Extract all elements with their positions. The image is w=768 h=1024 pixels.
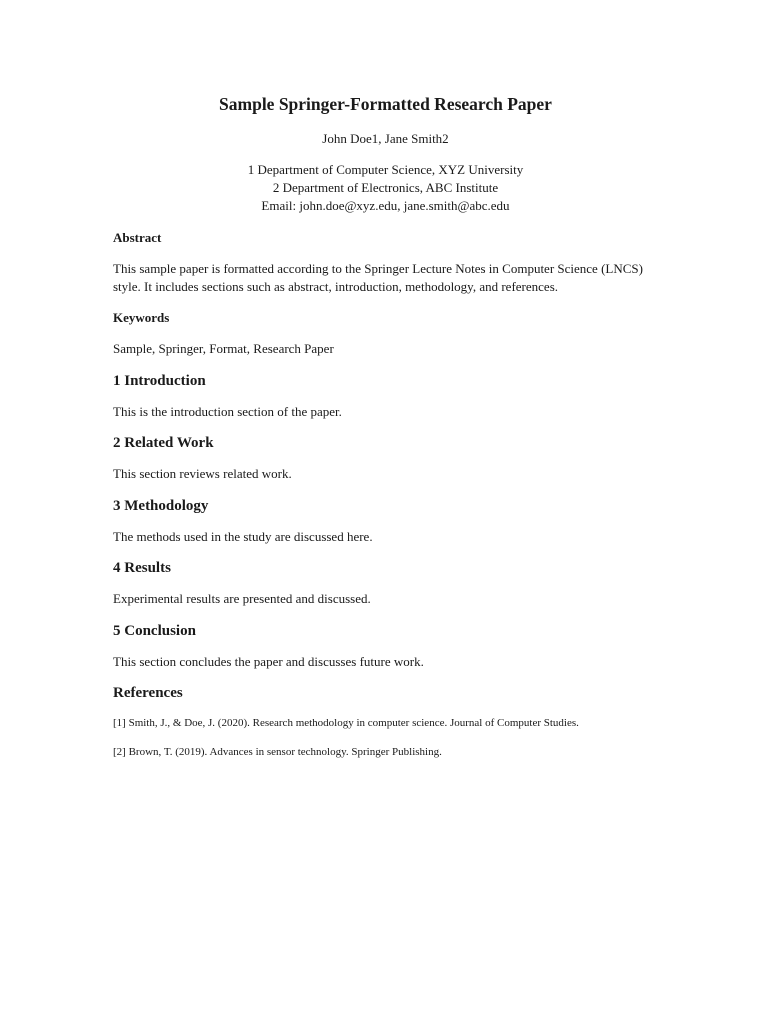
section-heading-conclusion: 5 Conclusion	[113, 622, 196, 639]
section-body-related-work: This section reviews related work.	[113, 466, 292, 481]
reference-item: [2] Brown, T. (2019). Advances in sensor technology. Springer Publishing.	[113, 746, 442, 758]
section-heading-introduction: 1 Introduction	[113, 372, 206, 389]
paper-title: Sample Springer-Formatted Research Paper	[219, 94, 552, 114]
affiliation-2: 2 Department of Electronics, ABC Institute	[272, 180, 499, 195]
section-body-results: Experimental results are presented and discussed.	[113, 591, 371, 606]
section-body-conclusion: This section concludes the paper and discusses future work.	[113, 653, 424, 669]
keywords-text: Sample, Springer, Format, Research Paper	[113, 341, 334, 356]
section-heading-related-work: 2 Related Work	[113, 435, 214, 451]
section-heading-results: 4 Results	[113, 560, 171, 576]
keywords-label: Keywords	[113, 310, 170, 325]
section-heading-methodology: 3 Methodology	[113, 497, 209, 514]
abstract-label: Abstract	[113, 230, 162, 245]
section-body-introduction: This is the introduction section of the paper.	[113, 403, 342, 419]
reference-item: [1] Smith, J., & Doe, J. (2020). Research methodology in computer science. Journal of Computer Studies.	[113, 717, 579, 729]
author-list: John Doe1, Jane Smith2	[322, 131, 449, 146]
paper-page	[113, 92, 658, 760]
author-emails: Email: john.doe@xyz.edu, jane.smith@abc.edu	[261, 198, 510, 213]
affiliation-1: 1 Department of Computer Science, XYZ University	[247, 162, 524, 177]
section-body-methodology: The methods used in the study are discussed here.	[113, 528, 373, 544]
abstract-text: This sample paper is formatted according to the Springer Lecture Notes in Computer Science (LNCS) style. It includes sections such as abstract, introduction, methodology, and references.	[113, 261, 643, 294]
references-heading: References	[113, 685, 183, 701]
affiliations	[113, 161, 658, 215]
